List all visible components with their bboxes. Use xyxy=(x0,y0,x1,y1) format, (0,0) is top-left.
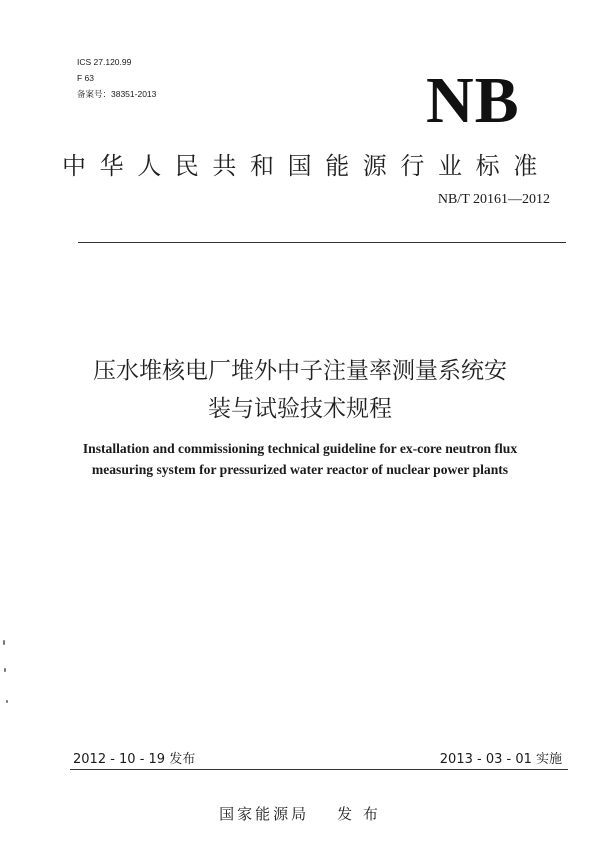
publisher-org: 国家能源局 xyxy=(219,805,310,823)
record-number: 备案号：38351-2013 xyxy=(77,89,157,99)
implementation-date: 2013 - 03 - 01 实施 xyxy=(439,752,562,767)
top-divider xyxy=(78,242,566,243)
classification-block xyxy=(77,54,156,102)
publisher-action: 发 布 xyxy=(337,805,381,823)
standard-number: NB/T 20161—2012 xyxy=(437,192,550,207)
ccs-code: F 63 xyxy=(77,73,95,83)
chinese-title-line-2: 装与试验技术规程 xyxy=(208,396,392,422)
scan-speck xyxy=(4,668,6,672)
bottom-divider xyxy=(70,769,568,770)
chinese-title-line-1: 压水堆核电厂堆外中子注量率测量系统安 xyxy=(93,358,507,384)
english-title-line-2: measuring system for pressurized water reactor of nuclear power plants xyxy=(91,462,509,477)
english-title-line-1: Installation and commissioning technical guideline for ex-core neutron flux xyxy=(82,441,518,456)
scan-speck xyxy=(3,640,5,645)
issue-date: 2012 - 10 - 19 发布 xyxy=(73,752,196,767)
ics-code: ICS 27.120.99 xyxy=(77,57,132,67)
standard-category-title: 中华人民共和国能源行业标准 xyxy=(62,152,551,180)
scan-speck xyxy=(6,700,8,703)
nb-logo: NB xyxy=(426,64,520,137)
publisher-line xyxy=(0,803,600,824)
